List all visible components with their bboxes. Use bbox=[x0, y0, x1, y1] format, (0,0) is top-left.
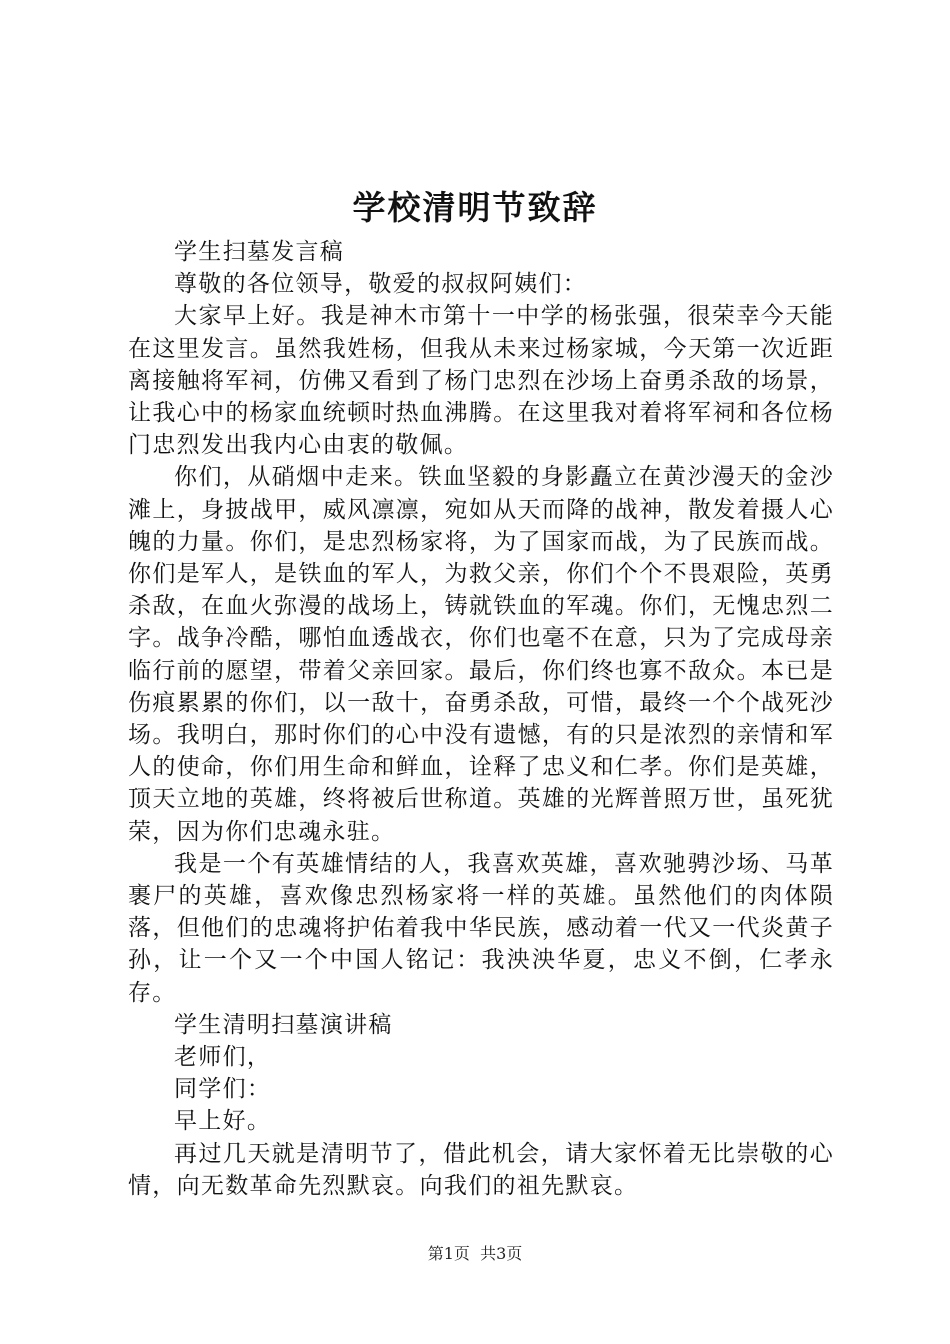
paragraph-qingming: 再过几天就是清明节了，借此机会，请大家怀着无比崇敬的心情，向无数革命先烈默哀。向我们的祖先默哀。 bbox=[128, 1140, 834, 1199]
page-footer bbox=[0, 1243, 950, 1265]
paragraph-teachers: 老师们， bbox=[174, 1044, 272, 1071]
paragraph-intro: 大家早上好。我是神木市第十一中学的杨张强，很荣幸今天能在这里发言。虽然我姓杨，但我从未来过杨家城，今天第一次近距离接触将军祠，仿佛又看到了杨门忠烈在沙场上奋勇杀敌的场景，让我心中的杨家血统顿时热血沸腾。在这里我对着将军祠和各位杨门忠烈发出我内心由衷的敬佩。 bbox=[128, 303, 834, 459]
paragraph-students: 同学们： bbox=[174, 1076, 272, 1103]
paragraph-heroes: 你们，从硝烟中走来。铁血坚毅的身影矗立在黄沙漫天的金沙滩上，身披战甲，威风凛凛，宛如从天而降的战神，散发着摄人心魄的力量。你们，是忠烈杨家将，为了国家而战，为了民族而战。你们是军人，是铁血的军人，为救父亲，你们个个不畏艰险，英勇杀敌，在血火弥漫的战场上，铸就铁血的军魂。你们，无愧忠烈二字。战争冷酷，哪怕血透战衣，你们也毫不在意，只为了完成母亲临行前的愿望，带着父亲回家。最后，你们终也寡不敌众。本已是伤痕累累的你们，以一敌十，奋勇杀敌，可惜，最终一个个战死沙场。我明白，那时你们的心中没有遗憾，有的只是浓烈的亲情和军人的使命，你们用生命和鲜血，诠释了忠义和仁孝。你们是英雄，顶天立地的英雄，终将被后世称道。英雄的光辉普照万世，虽死犹荣，因为你们忠魂永驻。 bbox=[128, 464, 834, 845]
page-number: 第1页 bbox=[427, 1244, 470, 1263]
paragraph-heading-speech-2: 学生清明扫墓演讲稿 bbox=[174, 1011, 393, 1038]
paragraph-heading-speech: 学生扫墓发言稿 bbox=[174, 239, 345, 265]
paragraph-hero-complex: 我是一个有英雄情结的人，我喜欢英雄，喜欢驰骋沙场、马革裹尸的英雄，喜欢像忠烈杨家将一样的英雄。虽然他们的肉体陨落，但他们的忠魂将护佑着我中华民族，感动着一代又一代炎黄子孙，让一个又一个中国人铭记：我泱泱华夏，忠义不倒，仁孝永存。 bbox=[128, 850, 834, 1006]
document-title: 学校清明节致辞 bbox=[352, 188, 598, 227]
paragraph-salutation: 尊敬的各位领导，敬爱的叔叔阿姨们： bbox=[174, 271, 588, 298]
document-body bbox=[128, 236, 834, 1202]
paragraph-greeting: 早上好。 bbox=[174, 1108, 272, 1135]
page-total: 共3页 bbox=[480, 1244, 523, 1263]
